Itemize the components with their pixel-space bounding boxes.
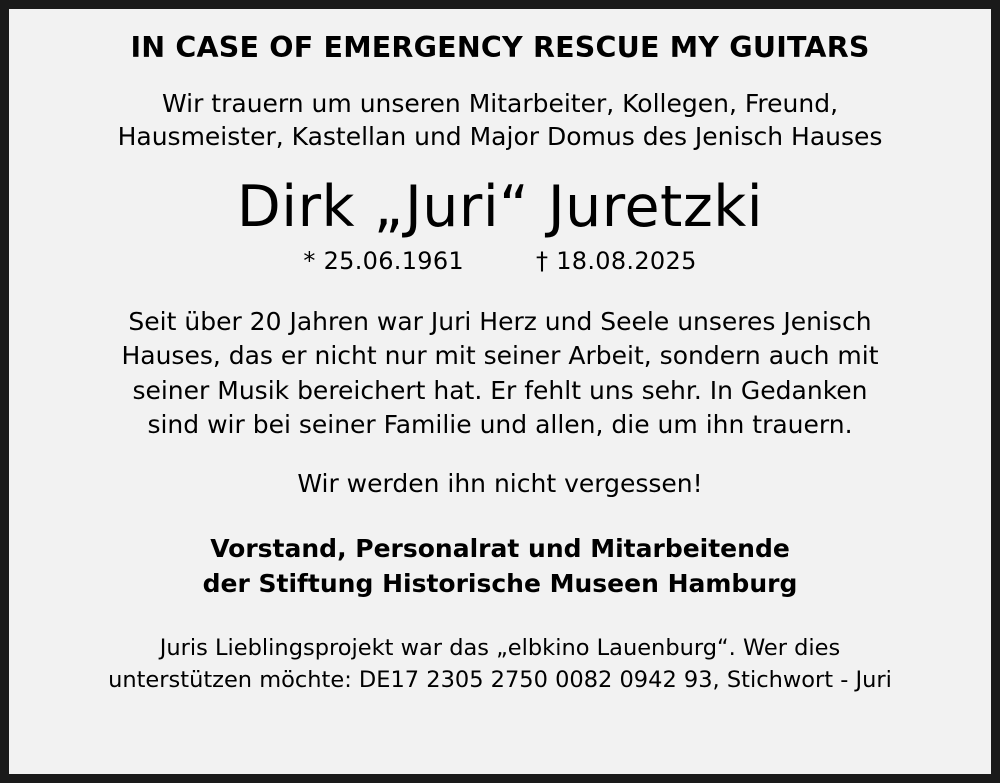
intro-line-2: Hausmeister, Kastellan und Major Domus des Jenisch Hauses (117, 122, 883, 152)
intro-line-1: Wir trauern um unseren Mitarbeiter, Kollegen, Freund, (161, 89, 839, 119)
life-dates (303, 247, 696, 275)
signature-block (203, 532, 798, 601)
donation-line-2: unterstützen möchte: DE17 2305 2750 0082 0942 93, Stichwort - Juri (108, 666, 892, 693)
tribute-line-3: seiner Musik bereichert hat. Er fehlt uns sehr. In Gedanken (132, 375, 868, 405)
tribute-line-1: Seit über 20 Jahren war Juri Herz und Seele unseres Jenisch (128, 306, 872, 336)
tribute-text (121, 305, 878, 443)
donation-line-1: Juris Lieblingsprojekt war das „elbkino Lauenburg“. Wer dies (159, 635, 841, 662)
signature-line-1: Vorstand, Personalrat und Mitarbeitende (210, 534, 790, 564)
death-date: † 18.08.2025 (536, 246, 697, 275)
tribute-line-4: sind wir bei seiner Familie und allen, die um ihn trauern. (147, 410, 853, 440)
intro-text (118, 87, 883, 153)
birth-date: * 25.06.1961 (303, 246, 464, 275)
donation-note (108, 633, 892, 695)
farewell-text: Wir werden ihn nicht vergessen! (297, 468, 703, 498)
deceased-name: Dirk „Juri“ Juretzki (236, 174, 764, 241)
tribute-line-2: Hauses, das er nicht nur mit seiner Arbeit, sondern auch mit (121, 341, 879, 371)
signature-line-2: der Stiftung Historische Museen Hamburg (202, 568, 798, 598)
headline: IN CASE OF EMERGENCY RESCUE MY GUITARS (130, 31, 870, 64)
